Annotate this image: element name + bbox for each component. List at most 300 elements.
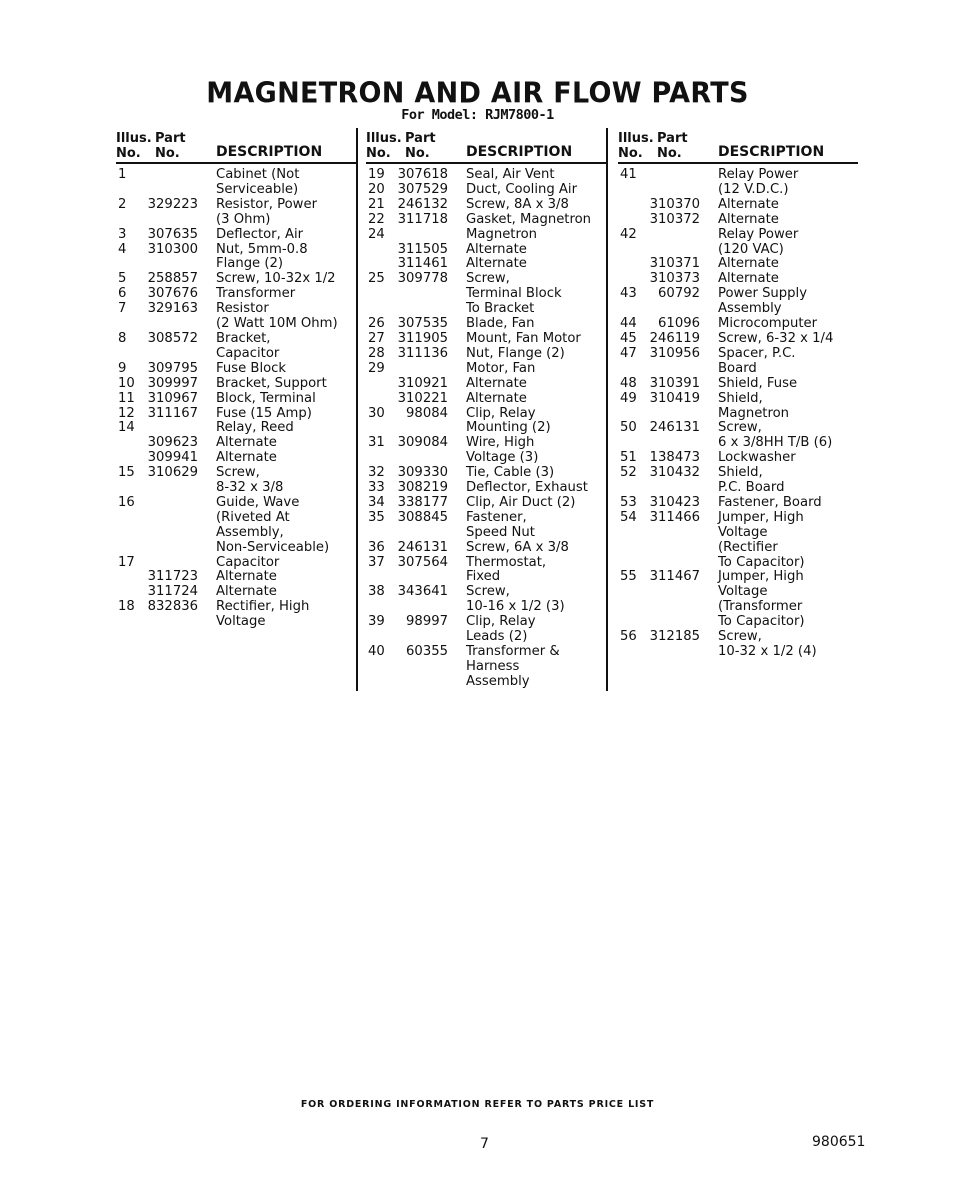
- description-line: Deflector, Exhaust: [466, 480, 588, 496]
- description-line: Alternate: [718, 256, 779, 272]
- description-line: Screw,: [216, 465, 260, 481]
- parts-list: [366, 164, 606, 690]
- model-subtitle: For Model: RJM7800-1: [401, 107, 554, 123]
- illus-number: 24: [368, 226, 385, 242]
- part-number: 307676: [147, 286, 198, 302]
- description-line: Alternate: [466, 375, 527, 391]
- illus-number: 18: [118, 599, 135, 615]
- parts-entry: [366, 436, 606, 466]
- illus-header: Illus.: [618, 131, 654, 146]
- description-line: Assembly: [718, 301, 782, 317]
- description-line: Fastener,: [466, 509, 527, 525]
- illus-header: Illus.: [116, 131, 152, 146]
- part-number: 308572: [147, 330, 198, 346]
- part-number: 311724: [147, 584, 198, 600]
- description-line: To Capacitor): [718, 614, 805, 630]
- part-number: 311718: [397, 211, 448, 227]
- illus-number: 44: [620, 316, 637, 332]
- description-line: Board: [718, 360, 757, 376]
- parts-entry: [366, 615, 606, 645]
- part-number: 258857: [147, 271, 198, 287]
- part-header: Part: [657, 131, 688, 146]
- parts-entry: [618, 466, 858, 496]
- illus-number: 16: [118, 494, 135, 510]
- description-line: (3 Ohm): [216, 211, 271, 227]
- illus-number: 1: [118, 167, 127, 182]
- part-number: 309941: [147, 450, 198, 466]
- part-number: 310432: [649, 465, 700, 481]
- parts-entry: [116, 302, 356, 332]
- description-line: Alternate: [216, 435, 277, 451]
- description-line: Assembly,: [216, 524, 284, 540]
- parts-entry: [618, 496, 858, 511]
- part-number: 310956: [649, 345, 700, 361]
- parts-entry: [366, 183, 606, 198]
- description-line: Screw, 10-32x 1/2: [216, 271, 336, 287]
- description-line: Harness: [466, 658, 520, 674]
- illus-number: 43: [620, 286, 637, 302]
- illus-number: 28: [368, 345, 385, 361]
- part-number: 307564: [397, 554, 448, 570]
- parts-entry: [366, 511, 606, 541]
- description-line: 6 x 3/8HH T/B (6): [718, 435, 833, 451]
- description-line: Gasket, Magnetron: [466, 211, 592, 227]
- illus-number: 14: [118, 420, 135, 436]
- parts-entry: [116, 407, 356, 422]
- illus-number: 48: [620, 375, 637, 391]
- description-line: Voltage: [216, 614, 266, 630]
- parts-entry: [618, 257, 858, 272]
- parts-column-3: [618, 130, 858, 660]
- illus-number: 12: [118, 405, 135, 421]
- illus-number: 8: [118, 330, 127, 346]
- parts-entry: [366, 347, 606, 362]
- illus-number: 30: [368, 405, 385, 421]
- parts-entry: [366, 257, 606, 272]
- parts-entry: [116, 496, 356, 556]
- illus-number: 4: [118, 241, 127, 257]
- description-line: Screw, 8A x 3/8: [466, 196, 569, 212]
- part-number: 246131: [397, 539, 448, 555]
- parts-entry: [366, 645, 606, 690]
- parts-entry: [366, 198, 606, 213]
- illus-number: 26: [368, 316, 385, 332]
- part-number: 60792: [658, 286, 700, 302]
- column-divider: [606, 128, 608, 691]
- part-number: 311466: [649, 509, 700, 525]
- description-line: Seal, Air Vent: [466, 167, 555, 182]
- description-line: Screw,: [718, 629, 762, 645]
- description-line: Magnetron: [466, 226, 538, 242]
- part-number: 311136: [397, 345, 448, 361]
- description-line: Microcomputer: [718, 316, 818, 332]
- description-line: Clip, Relay: [466, 405, 536, 421]
- part-number: 310391: [649, 375, 700, 391]
- parts-entry: [366, 317, 606, 332]
- part-number: 310629: [147, 465, 198, 481]
- parts-entry: [618, 377, 858, 392]
- illus-number: 51: [620, 450, 637, 466]
- description-line: 8-32 x 3/8: [216, 480, 284, 496]
- illus-number: 25: [368, 271, 385, 287]
- illus-number: 15: [118, 465, 135, 481]
- description-line: To Capacitor): [718, 554, 805, 570]
- parts-entry: [618, 392, 858, 422]
- parts-entry: [116, 585, 356, 600]
- description-line: Relay, Reed: [216, 420, 294, 436]
- illus-number: 53: [620, 494, 637, 510]
- part-header-no: No.: [155, 146, 180, 161]
- parts-entry: [366, 481, 606, 496]
- description-header: DESCRIPTION: [466, 144, 573, 160]
- description-line: (Riveted At: [216, 509, 290, 525]
- description-line: Transformer: [216, 286, 296, 302]
- parts-entry: [618, 287, 858, 317]
- ordering-footer: FOR ORDERING INFORMATION REFER TO PARTS PRICE LIST: [300, 1099, 655, 1110]
- description-line: Relay Power: [718, 226, 799, 242]
- part-number: 60355: [406, 644, 448, 659]
- description-line: Bracket,: [216, 330, 271, 346]
- description-line: Bracket, Support: [216, 375, 327, 391]
- parts-entry: [366, 585, 606, 615]
- description-line: Screw,: [466, 271, 510, 287]
- description-line: Clip, Relay: [466, 614, 536, 630]
- parts-column-1: [116, 130, 356, 630]
- parts-entry: [116, 362, 356, 377]
- part-number: 307529: [397, 181, 448, 197]
- parts-entry: [366, 541, 606, 556]
- illus-number: 47: [620, 345, 637, 361]
- parts-entry: [366, 332, 606, 347]
- part-number: 310371: [649, 256, 700, 272]
- part-number: 310921: [397, 375, 448, 391]
- parts-entry: [366, 496, 606, 511]
- description-line: Fastener, Board: [718, 494, 822, 510]
- parts-entry: [116, 198, 356, 228]
- part-number: 246119: [649, 330, 700, 346]
- description-line: Assembly: [466, 673, 530, 689]
- description-line: Leads (2): [466, 629, 528, 645]
- illus-number: 56: [620, 629, 637, 645]
- parts-entry: [366, 228, 606, 243]
- description-line: Clip, Air Duct (2): [466, 494, 576, 510]
- part-number: 138473: [649, 450, 700, 466]
- parts-entry: [366, 556, 606, 586]
- document-number: 980651: [812, 1134, 866, 1150]
- parts-entry: [618, 317, 858, 332]
- part-number: 310372: [649, 211, 700, 227]
- description-line: Alternate: [466, 390, 527, 406]
- description-line: Jumper, High: [718, 569, 804, 585]
- illus-number: 5: [118, 271, 127, 287]
- column-header: [366, 130, 606, 164]
- parts-entry: [618, 198, 858, 213]
- illus-header-no: No.: [618, 146, 643, 161]
- description-line: Alternate: [718, 196, 779, 212]
- parts-entry: [366, 168, 606, 183]
- parts-entry: [366, 213, 606, 228]
- part-number: 309084: [397, 435, 448, 451]
- part-number: 311467: [649, 569, 700, 585]
- parts-entry: [366, 377, 606, 392]
- parts-entry: [116, 243, 356, 273]
- parts-entry: [366, 392, 606, 407]
- parts-entry: [366, 407, 606, 437]
- description-line: Rectifier, High: [216, 599, 310, 615]
- part-number: 309330: [397, 465, 448, 481]
- parts-entry: [618, 630, 858, 660]
- description-line: Transformer &: [466, 644, 560, 659]
- description-line: Nut, Flange (2): [466, 345, 565, 361]
- part-header-no: No.: [657, 146, 682, 161]
- illus-number: 10: [118, 375, 135, 391]
- part-number: 832836: [147, 599, 198, 615]
- illus-number: 50: [620, 420, 637, 436]
- part-number: 329223: [147, 196, 198, 212]
- illus-number: 49: [620, 390, 637, 406]
- description-line: Alternate: [718, 271, 779, 287]
- description-line: Mount, Fan Motor: [466, 330, 581, 346]
- description-line: Shield,: [718, 465, 763, 481]
- description-line: Alternate: [216, 584, 277, 600]
- column-divider: [356, 128, 358, 691]
- illus-number: 35: [368, 509, 385, 525]
- parts-entry: [116, 421, 356, 436]
- description-line: (Rectifier: [718, 539, 778, 555]
- part-number: 311505: [397, 241, 448, 257]
- description-line: To Bracket: [466, 301, 535, 317]
- description-line: Non-Serviceable): [216, 539, 330, 555]
- description-line: Relay Power: [718, 167, 799, 182]
- part-number: 309623: [147, 435, 198, 451]
- parts-entry: [618, 272, 858, 287]
- illus-number: 36: [368, 539, 385, 555]
- description-line: Block, Terminal: [216, 390, 316, 406]
- parts-entry: [618, 511, 858, 571]
- part-number: 308219: [397, 480, 448, 496]
- part-number: 310419: [649, 390, 700, 406]
- part-number: 98997: [406, 614, 448, 630]
- part-number: 311167: [147, 405, 198, 421]
- illus-number: 17: [118, 554, 135, 570]
- description-line: Guide, Wave: [216, 494, 300, 510]
- page-number: 7: [480, 1136, 489, 1152]
- description-line: Tie, Cable (3): [466, 465, 555, 481]
- parts-list: [116, 164, 356, 630]
- parts-entry: [116, 392, 356, 407]
- parts-entry: [618, 570, 858, 630]
- parts-entry: [116, 466, 356, 496]
- description-line: Resistor: [216, 301, 269, 317]
- part-number: 98084: [406, 405, 448, 421]
- part-number: 311905: [397, 330, 448, 346]
- description-line: Thermostat,: [466, 554, 547, 570]
- illus-number: 40: [368, 644, 385, 659]
- description-line: Capacitor: [216, 554, 280, 570]
- illus-number: 54: [620, 509, 637, 525]
- illus-number: 31: [368, 435, 385, 451]
- part-header: Part: [155, 131, 186, 146]
- parts-entry: [618, 332, 858, 347]
- description-line: Cabinet (Not: [216, 167, 300, 182]
- illus-header: Illus.: [366, 131, 402, 146]
- illus-number: 22: [368, 211, 385, 227]
- illus-number: 52: [620, 465, 637, 481]
- description-line: Serviceable): [216, 181, 299, 197]
- parts-entry: [366, 466, 606, 481]
- description-line: Fixed: [466, 569, 501, 585]
- illus-number: 37: [368, 554, 385, 570]
- illus-number: 9: [118, 360, 127, 376]
- parts-entry: [366, 362, 606, 377]
- description-line: Alternate: [466, 256, 527, 272]
- part-number: 307635: [147, 226, 198, 242]
- description-line: Terminal Block: [466, 286, 562, 302]
- description-line: Screw, 6A x 3/8: [466, 539, 569, 555]
- description-header: DESCRIPTION: [216, 144, 323, 160]
- parts-entry: [618, 228, 858, 258]
- illus-number: 20: [368, 181, 385, 197]
- part-number: 246131: [649, 420, 700, 436]
- description-header: DESCRIPTION: [718, 144, 825, 160]
- description-line: Blade, Fan: [466, 316, 535, 332]
- illus-number: 41: [620, 167, 637, 182]
- description-line: Alternate: [216, 450, 277, 466]
- description-line: 10-32 x 1/2 (4): [718, 644, 817, 659]
- description-line: Fuse Block: [216, 360, 287, 376]
- description-line: Motor, Fan: [466, 360, 536, 376]
- description-line: Deflector, Air: [216, 226, 304, 242]
- parts-entry: [116, 168, 356, 198]
- illus-number: 3: [118, 226, 127, 242]
- description-line: Voltage (3): [466, 450, 539, 466]
- description-line: Flange (2): [216, 256, 284, 272]
- illus-number: 7: [118, 301, 127, 317]
- part-number: 246132: [397, 196, 448, 212]
- description-line: Screw,: [718, 420, 762, 436]
- parts-entry: [618, 168, 858, 198]
- illus-number: 55: [620, 569, 637, 585]
- parts-column-2: [366, 130, 606, 690]
- description-line: Voltage: [718, 584, 768, 600]
- description-line: Capacitor: [216, 345, 280, 361]
- illus-number: 32: [368, 465, 385, 481]
- description-line: 10-16 x 1/2 (3): [466, 599, 565, 615]
- part-number: 308845: [397, 509, 448, 525]
- description-line: Fuse (15 Amp): [216, 405, 312, 421]
- description-line: Power Supply: [718, 286, 808, 302]
- description-line: Alternate: [466, 241, 527, 257]
- part-number: 310423: [649, 494, 700, 510]
- description-line: Spacer, P.C.: [718, 345, 796, 361]
- illus-number: 34: [368, 494, 385, 510]
- illus-number: 42: [620, 226, 637, 242]
- description-line: Mounting (2): [466, 420, 551, 436]
- illus-number: 27: [368, 330, 385, 346]
- page-title: MAGNETRON AND AIR FLOW PARTS: [206, 77, 749, 110]
- description-line: Alternate: [718, 211, 779, 227]
- parts-entry: [116, 228, 356, 243]
- illus-number: 29: [368, 360, 385, 376]
- parts-entry: [366, 272, 606, 317]
- column-header: [618, 130, 858, 164]
- illus-number: 6: [118, 286, 127, 302]
- part-header: Part: [405, 131, 436, 146]
- part-number: 307618: [397, 167, 448, 182]
- part-number: 309795: [147, 360, 198, 376]
- part-header-no: No.: [405, 146, 430, 161]
- description-line: Screw,: [466, 584, 510, 600]
- illus-number: 2: [118, 196, 127, 212]
- description-line: (2 Watt 10M Ohm): [216, 316, 338, 332]
- description-line: Wire, High: [466, 435, 535, 451]
- description-line: Lockwasher: [718, 450, 796, 466]
- illus-number: 33: [368, 480, 385, 496]
- description-line: (12 V.D.C.): [718, 181, 789, 197]
- description-line: (120 VAC): [718, 241, 784, 257]
- part-number: 329163: [147, 301, 198, 317]
- illus-number: 45: [620, 330, 637, 346]
- part-number: 310373: [649, 271, 700, 287]
- description-line: Duct, Cooling Air: [466, 181, 578, 197]
- part-number: 310300: [147, 241, 198, 257]
- description-line: Magnetron: [718, 405, 790, 421]
- description-line: (Transformer: [718, 599, 803, 615]
- parts-entry: [116, 570, 356, 585]
- part-number: 309997: [147, 375, 198, 391]
- description-line: Shield, Fuse: [718, 375, 798, 391]
- description-line: Alternate: [216, 569, 277, 585]
- column-header: [116, 130, 356, 164]
- illus-header-no: No.: [366, 146, 391, 161]
- parts-entry: [116, 272, 356, 287]
- parts-entry: [618, 421, 858, 451]
- part-number: 343641: [397, 584, 448, 600]
- parts-entry: [618, 213, 858, 228]
- illus-number: 39: [368, 614, 385, 630]
- parts-entry: [618, 451, 858, 466]
- description-line: Resistor, Power: [216, 196, 318, 212]
- part-number: 310370: [649, 196, 700, 212]
- description-line: Speed Nut: [466, 524, 535, 540]
- illus-header-no: No.: [116, 146, 141, 161]
- parts-entry: [116, 377, 356, 392]
- part-number: 312185: [649, 629, 700, 645]
- parts-entry: [116, 287, 356, 302]
- description-line: Voltage: [718, 524, 768, 540]
- part-number: 311723: [147, 569, 198, 585]
- illus-number: 19: [368, 167, 385, 182]
- description-line: Jumper, High: [718, 509, 804, 525]
- part-number: 311461: [397, 256, 448, 272]
- description-line: Nut, 5mm-0.8: [216, 241, 308, 257]
- parts-list: [618, 164, 858, 660]
- part-number: 310221: [397, 390, 448, 406]
- part-number: 309778: [397, 271, 448, 287]
- parts-entry: [116, 556, 356, 571]
- description-line: P.C. Board: [718, 480, 785, 496]
- part-number: 61096: [658, 316, 700, 332]
- part-number: 307535: [397, 316, 448, 332]
- description-line: Screw, 6-32 x 1/4: [718, 330, 834, 346]
- part-number: 338177: [397, 494, 448, 510]
- parts-entry: [116, 600, 356, 630]
- parts-entry: [116, 332, 356, 362]
- illus-number: 38: [368, 584, 385, 600]
- part-number: 310967: [147, 390, 198, 406]
- parts-entry: [618, 347, 858, 377]
- illus-number: 21: [368, 196, 385, 212]
